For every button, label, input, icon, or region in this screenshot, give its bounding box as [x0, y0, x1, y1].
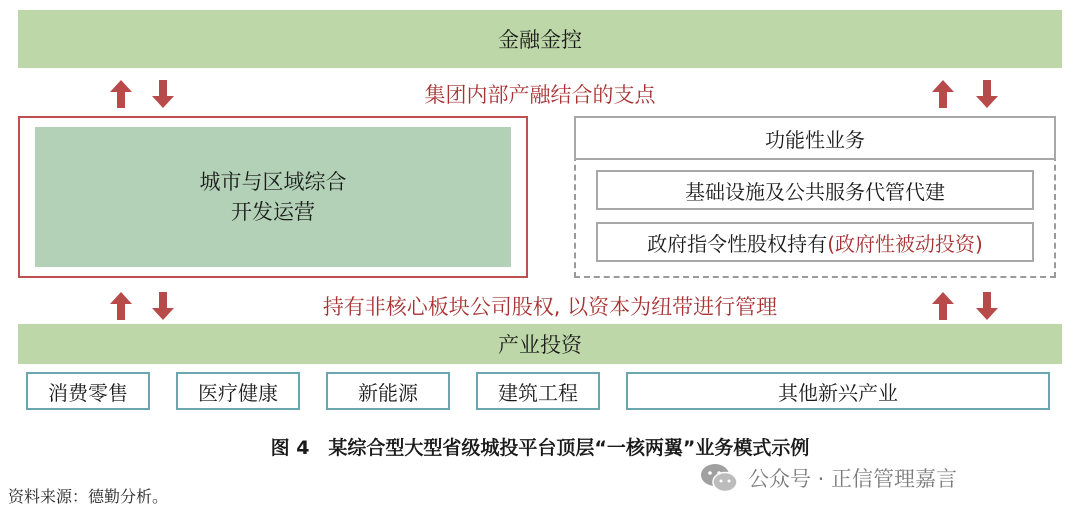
urban-development-block [35, 127, 511, 267]
sector-label: 新能源 [358, 380, 418, 405]
top-bar-label: 金融金控 [498, 28, 582, 52]
functional-item1-label: 基础设施及公共服务代管代建 [685, 179, 945, 204]
wechat-icon [700, 462, 738, 494]
sector-label: 医疗健康 [198, 380, 278, 405]
lower-caption: 持有非核心板块公司股权, 以资本为纽带进行管理 [322, 295, 778, 319]
sector-label: 其他新兴产业 [778, 380, 898, 405]
source-note: 资料来源：德勤分析。 [8, 487, 169, 506]
sector-label: 消费零售 [48, 380, 128, 405]
functional-item-infrastructure [596, 170, 1034, 210]
arrow-up-icon [110, 80, 132, 108]
functional-item2-label: 政府指令性股权持有 [647, 231, 828, 256]
arrow-up-icon [932, 292, 954, 320]
urban-block-line1: 城市与区域综合 [199, 170, 347, 194]
urban-block-line2: 开发运营 [231, 200, 315, 224]
sector-consumer-retail [26, 372, 150, 410]
arrow-down-icon [152, 292, 174, 320]
bottom-bar-industrial-investment [18, 324, 1062, 364]
sector-new-energy [326, 372, 450, 410]
functional-item2-note: (政府性被动投资) [827, 231, 983, 256]
arrow-up-icon [110, 292, 132, 320]
sector-construction [476, 372, 600, 410]
sector-label: 建筑工程 [498, 380, 578, 405]
arrow-down-icon [152, 80, 174, 108]
figure-title: 图 4 某综合型大型省级城投平台顶层“一核两翼”业务模式示例 [270, 437, 810, 459]
arrow-down-icon [976, 292, 998, 320]
functional-header-label: 功能性业务 [765, 127, 865, 152]
top-bar-finance-holding [18, 10, 1062, 68]
functional-item-equity [596, 222, 1034, 262]
bottom-bar-label: 产业投资 [498, 333, 582, 357]
sector-healthcare [176, 372, 300, 410]
functional-business-header [574, 116, 1056, 160]
arrow-up-icon [932, 80, 954, 108]
watermark [700, 460, 957, 496]
arrow-down-icon [976, 80, 998, 108]
watermark-text: 公众号 · 正信管理嘉言 [748, 467, 958, 491]
sector-other-emerging [626, 372, 1050, 410]
upper-caption: 集团内部产融结合的支点 [424, 83, 656, 107]
